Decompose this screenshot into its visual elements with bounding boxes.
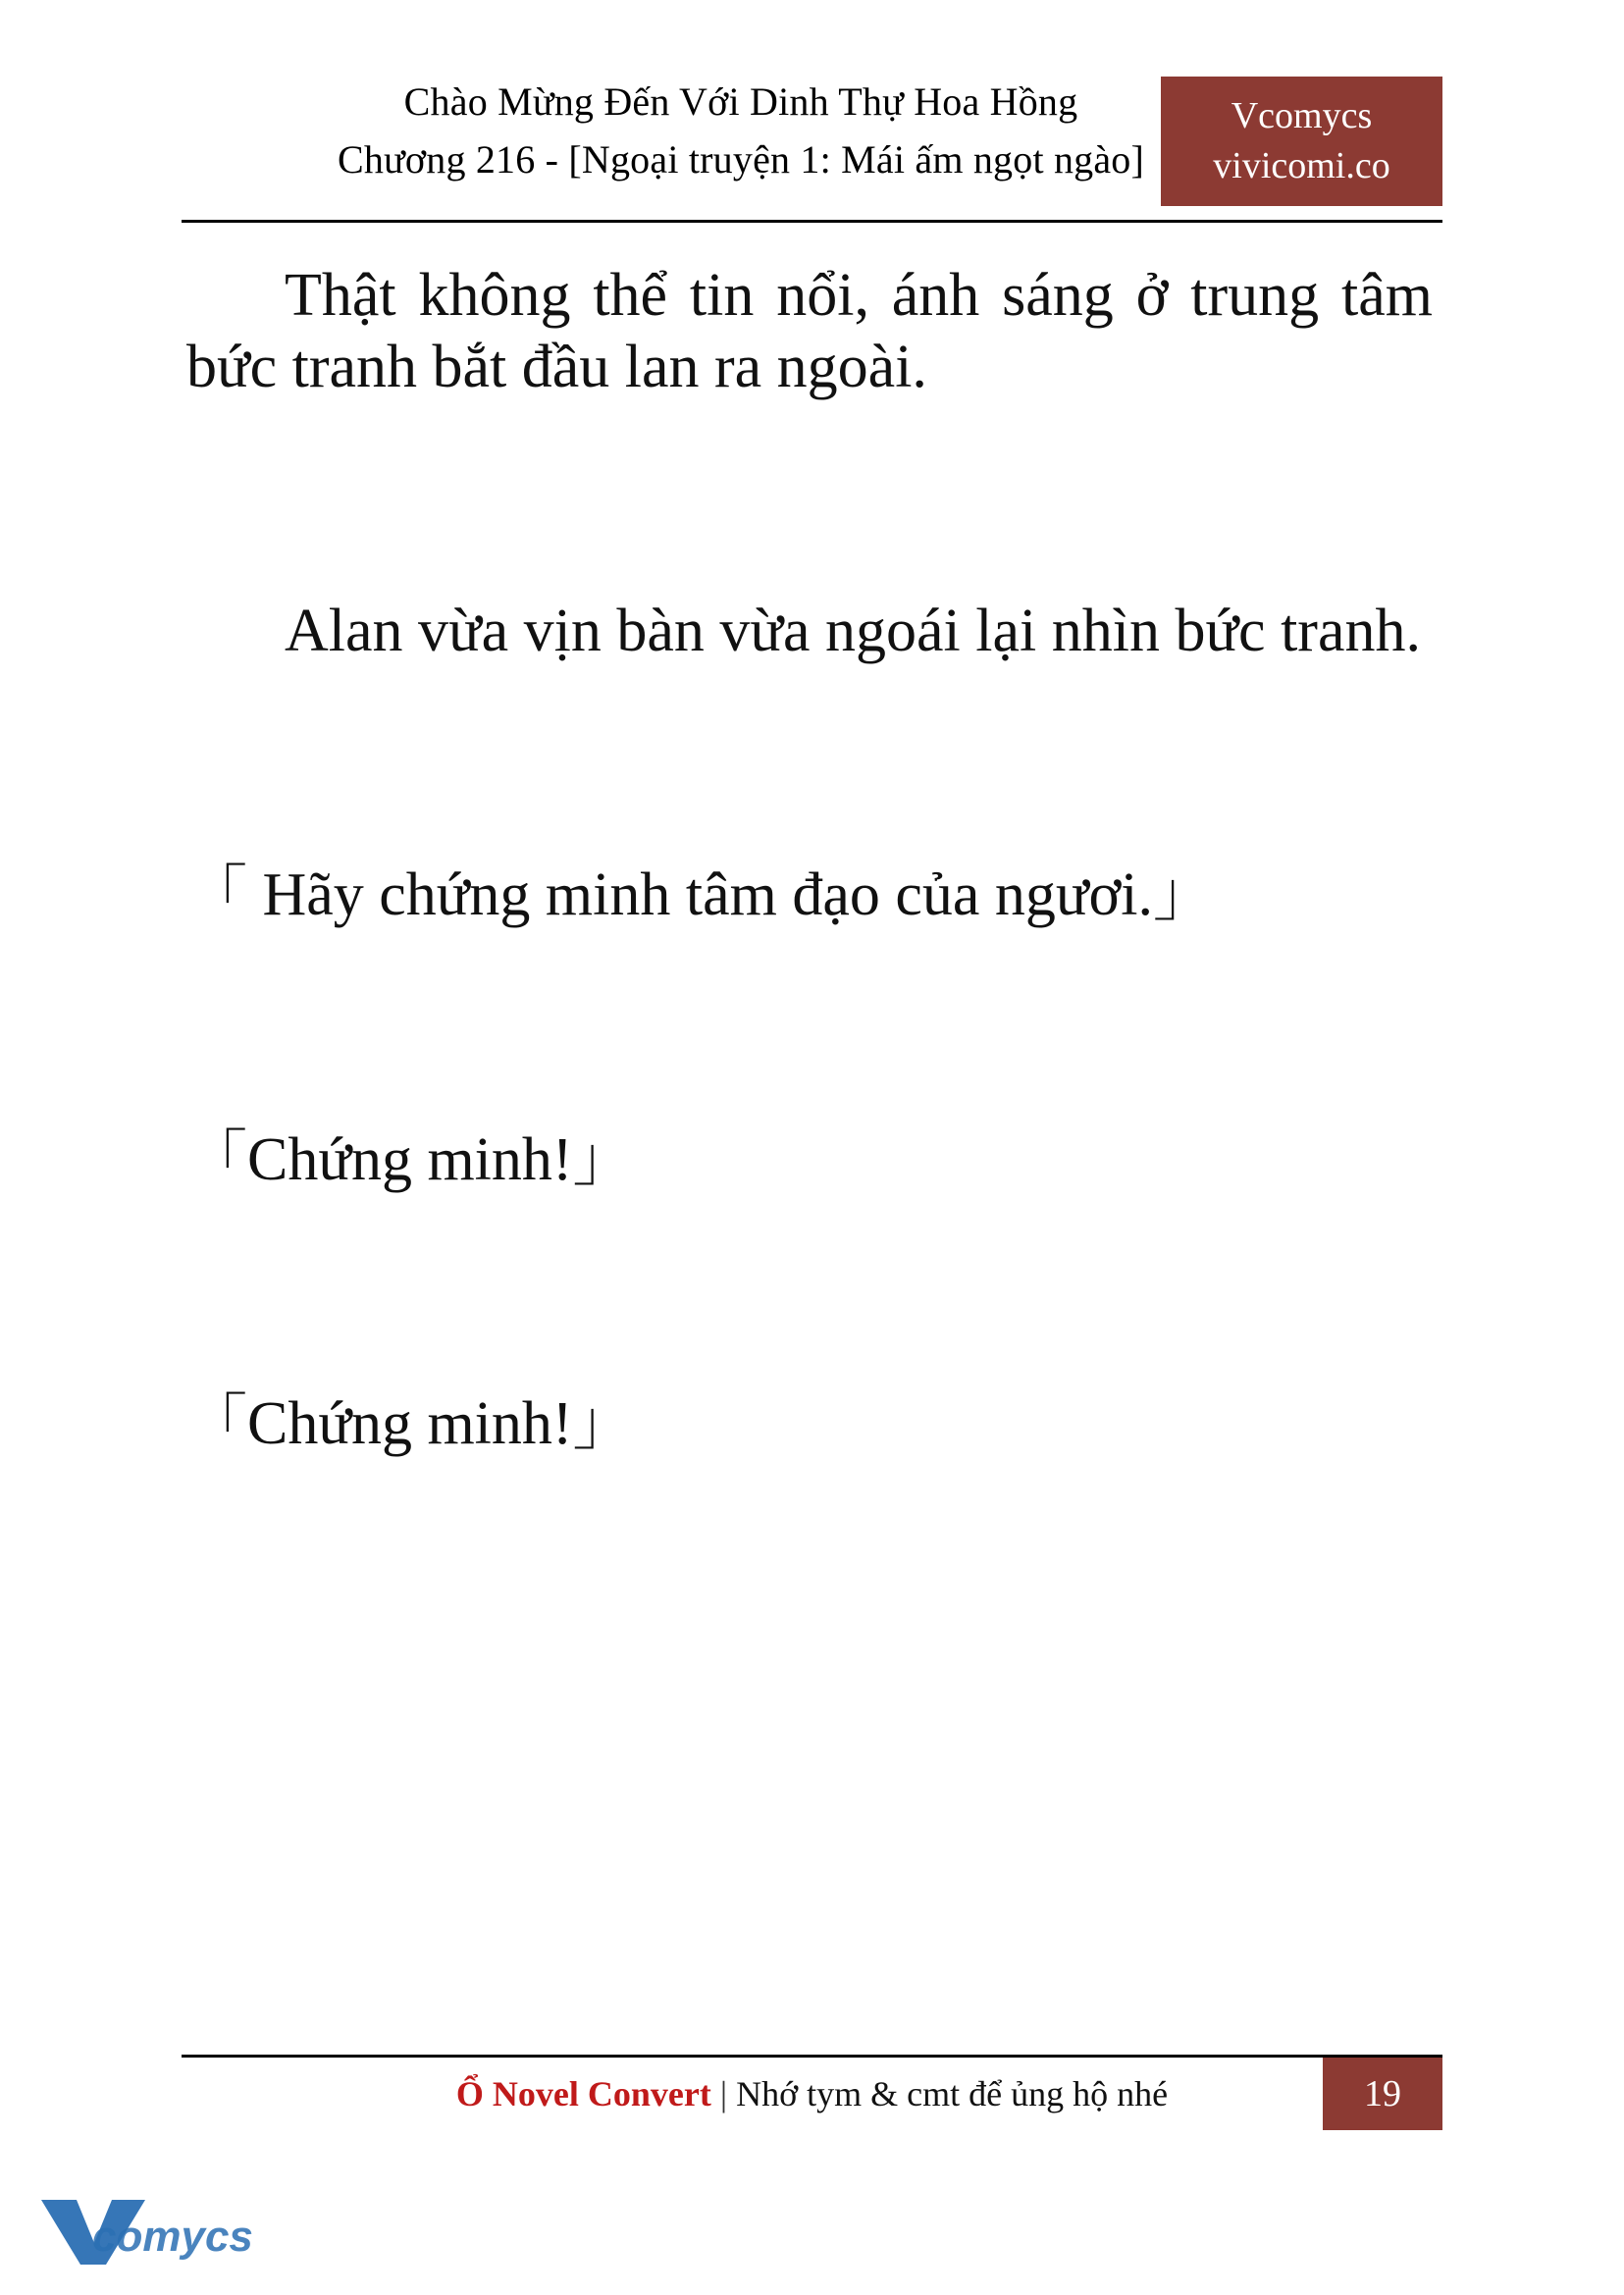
chapter-title: Chương 216 - [Ngoại truyện 1: Mái ấm ngọt ngào]: [337, 136, 1145, 182]
footer-brand: Ổ Novel Convert: [455, 2074, 711, 2113]
brand-badge: [1161, 77, 1442, 206]
paragraph-gap: [186, 497, 1433, 596]
paragraph: [186, 260, 1433, 403]
footer-credit: [182, 2058, 1442, 2130]
novel-title: Chào Mừng Đến Với Dinh Thự Hoa Hồng: [403, 79, 1078, 124]
watermark-logo: [35, 2186, 281, 2270]
brand-url: vivicomi.co: [1213, 145, 1390, 186]
footer-note: Nhớ tym & cmt để ủng hộ nhé: [736, 2074, 1169, 2113]
page-content: [186, 260, 1433, 1460]
page-footer: [182, 2055, 1442, 2143]
page-header: [182, 77, 1442, 222]
paragraph: 「Chứng minh!」: [186, 1389, 634, 1457]
page-number: 19: [1323, 2058, 1442, 2130]
svg-text:comycs: comycs: [92, 2213, 253, 2261]
paragraph-gap: [186, 761, 1433, 860]
paragraph: [186, 596, 1433, 667]
header-title-block: [182, 77, 1300, 186]
paragraph-text: Alan vừa vịn bàn vừa ngoái lại nhìn bức tranh.: [285, 598, 1421, 665]
footer-separator: |: [719, 2074, 728, 2113]
paragraph-gap: [186, 1026, 1433, 1124]
header-divider: [182, 220, 1442, 223]
paragraph: 「Chứng minh!」: [186, 1125, 634, 1193]
paragraph-gap: [186, 1290, 1433, 1388]
footer-line: [456, 2073, 1168, 2114]
paragraph-text: Thật không thể tin nổi, ánh sáng ở trung tâm bức tranh bắt đầu lan ra ngoài.: [186, 262, 1433, 401]
brand-name: Vcomycs: [1231, 94, 1373, 136]
paragraph: 「 Hãy chứng minh tâm đạo của ngươi.」: [186, 861, 1215, 929]
